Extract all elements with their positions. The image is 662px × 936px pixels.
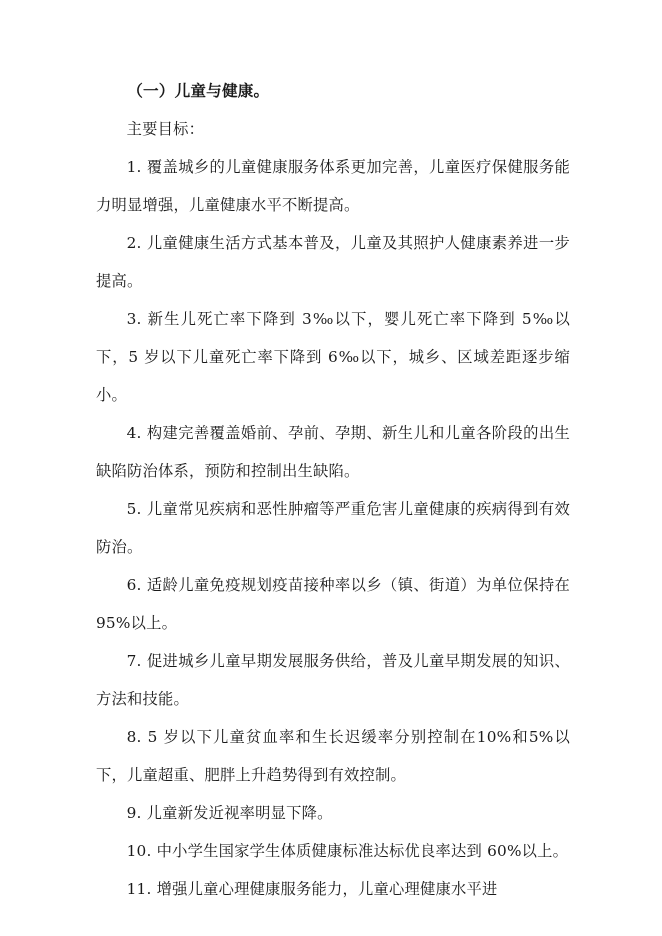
paragraph-item-5: 5. 儿童常见疾病和恶性肿瘤等严重危害儿童健康的疾病得到有效防治。 (96, 500, 570, 556)
paragraph-item-7: 7. 促进城乡儿童早期发展服务供给，普及儿童早期发展的知识、方法和技能。 (96, 652, 570, 708)
document-body (96, 72, 570, 908)
paragraph-item-3: 3. 新生儿死亡率下降到 3‰以下，婴儿死亡率下降到 5‰以下，5 岁以下儿童死亡率下降到 6‰以下，城乡、区域差距逐步缩小。 (96, 310, 570, 404)
paragraph-item-10: 10. 中小学生国家学生体质健康标准达标优良率达到 60%以上。 (126, 842, 569, 860)
paragraph-item-4: 4. 构建完善覆盖婚前、孕前、孕期、新生儿和儿童各阶段的出生缺陷防治体系，预防和控制出生缺陷。 (96, 424, 570, 480)
paragraph-item-2: 2. 儿童健康生活方式基本普及，儿童及其照护人健康素养进一步提高。 (96, 234, 570, 290)
paragraph-item-8: 8. 5 岁以下儿童贫血率和生长迟缓率分别控制在10%和5%以下，儿童超重、肥胖上升趋势得到有效控制。 (96, 728, 570, 784)
section-heading: （一）儿童与健康。 (127, 81, 270, 100)
paragraph-item-6: 6. 适龄儿童免疫规划疫苗接种率以乡（镇、街道）为单位保持在 95%以上。 (96, 576, 570, 632)
paragraph-item-1: 1. 覆盖城乡的儿童健康服务体系更加完善，儿童医疗保健服务能力明显增强，儿童健康水平不断提高。 (96, 158, 570, 214)
paragraph-objectives-label: 主要目标： (126, 120, 205, 138)
paragraph-item-11: 11. 增强儿童心理健康服务能力，儿童心理健康水平进 (126, 880, 498, 898)
paragraph-item-9: 9. 儿童新发近视率明显下降。 (126, 804, 333, 822)
